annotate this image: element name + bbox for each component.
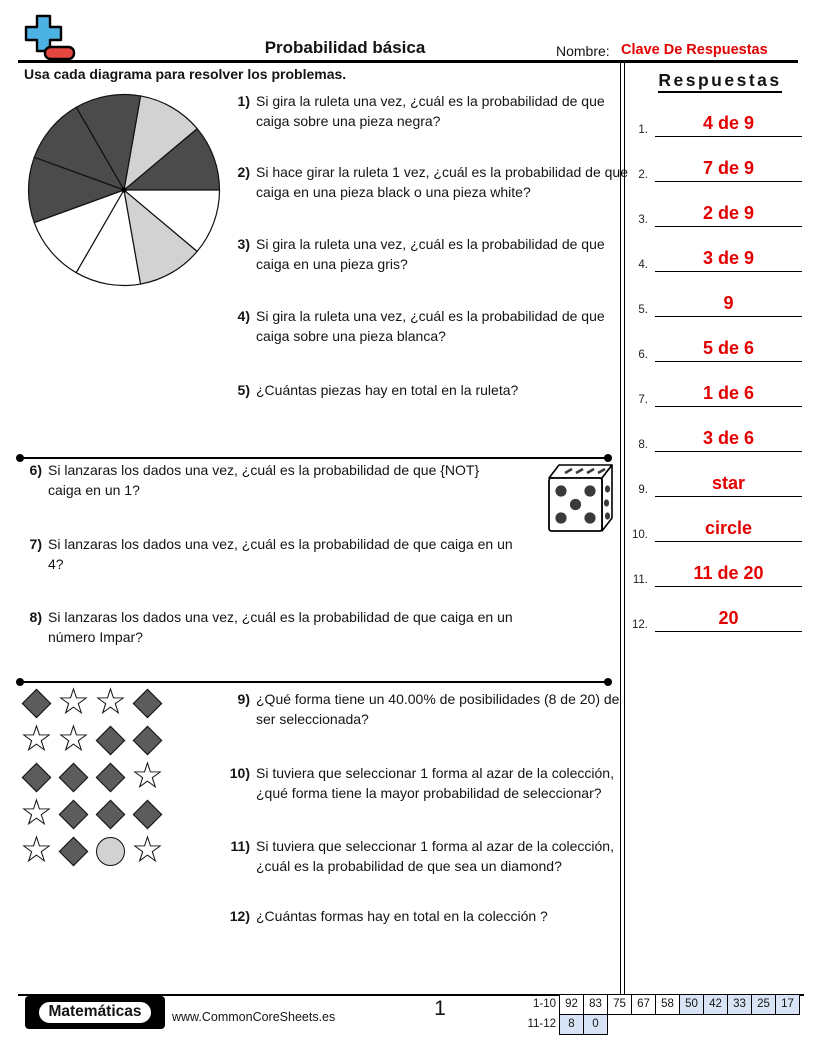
spinner-center-dot	[121, 187, 126, 192]
dice-image	[543, 461, 613, 541]
answer-line	[655, 631, 802, 632]
grading-cell: 8	[559, 1014, 584, 1035]
section-divider	[18, 457, 610, 459]
answer-value: 11 de 20	[693, 563, 764, 583]
answer-number: 4.	[638, 259, 648, 271]
answer-number: 2.	[638, 169, 648, 181]
question-number: 5)	[237, 382, 250, 398]
shape-cell	[18, 759, 55, 796]
answer-value: 9	[723, 293, 734, 313]
name-label: Nombre:	[556, 43, 610, 59]
question-number: 7)	[29, 536, 42, 552]
answer-value: 5 de 6	[702, 338, 755, 358]
shape-cell	[55, 759, 92, 796]
question-number: 1)	[237, 93, 250, 109]
instruction-text: Usa cada diagrama para resolver los problemas.	[24, 66, 347, 82]
brand-label: Matemáticas	[37, 1000, 152, 1025]
question-number: 3)	[237, 236, 250, 252]
answer-number: 1.	[638, 124, 648, 136]
answer-number: 3.	[638, 214, 648, 226]
shape-collection	[18, 685, 166, 870]
shape-cell	[55, 685, 92, 722]
shape-cell	[92, 685, 129, 722]
answer-3	[626, 197, 806, 227]
question-8	[20, 608, 513, 647]
answer-number: 11.	[632, 574, 648, 586]
answer-number: 7.	[638, 394, 648, 406]
answer-number: 10.	[632, 529, 648, 541]
answer-line	[655, 406, 802, 407]
question-5	[228, 381, 628, 401]
grading-cell: 92	[559, 994, 584, 1015]
grading-row-11-12	[500, 1014, 800, 1035]
question-text: Si gira la ruleta una vez, ¿cuál es la probabilidad de que caiga en una pieza gris?	[256, 236, 605, 272]
grading-cell: 42	[703, 994, 728, 1015]
shape-cell	[129, 685, 166, 722]
answer-number: 5.	[638, 304, 648, 316]
grading-row-label: 11-12	[527, 1018, 556, 1030]
question-12	[228, 907, 628, 927]
grading-row-1-10	[500, 994, 800, 1015]
question-4	[228, 307, 628, 346]
answer-11	[626, 557, 806, 587]
question-text: ¿Cuántas formas hay en total en la colección ?	[256, 908, 548, 924]
answer-12	[626, 602, 806, 632]
question-number: 12)	[229, 908, 250, 924]
question-9	[228, 690, 628, 729]
question-7	[20, 535, 513, 574]
question-number: 10)	[229, 765, 250, 781]
shape-cell	[92, 796, 129, 833]
answer-line	[655, 451, 802, 452]
answer-number: 12.	[632, 619, 648, 631]
answer-value: star	[711, 473, 746, 493]
grading-row-label: 1-10	[532, 998, 556, 1010]
question-3	[228, 235, 628, 274]
shape-cell	[92, 833, 129, 870]
question-text: Si tuviera que seleccionar 1 forma al azar de la colección, ¿cuál es la probabilidad de que sea un diamond?	[256, 838, 614, 874]
question-text: Si gira la ruleta una vez, ¿cuál es la probabilidad de que caiga sobre una pieza blanca?	[256, 308, 605, 344]
plus-minus-icon	[22, 13, 76, 61]
answer-line	[655, 361, 802, 362]
answer-value: 20	[718, 608, 739, 628]
answer-line	[655, 541, 802, 542]
shape-cell	[18, 722, 55, 759]
shape-cell	[92, 759, 129, 796]
answer-value: 2 de 9	[702, 203, 755, 223]
shape-cell	[18, 685, 55, 722]
page-title: Probabilidad básica	[264, 38, 426, 57]
shape-cell	[55, 796, 92, 833]
question-10	[228, 764, 628, 803]
question-11	[228, 837, 628, 876]
grading-cell: 83	[583, 994, 608, 1015]
question-2	[228, 163, 628, 202]
grading-cell: 25	[751, 994, 776, 1015]
grading-cell: 50	[679, 994, 704, 1015]
answer-number: 6.	[638, 349, 648, 361]
answer-value: 3 de 6	[702, 428, 755, 448]
grading-table	[500, 994, 800, 1035]
answer-value: 4 de 9	[702, 113, 755, 133]
grading-cell: 33	[727, 994, 752, 1015]
question-text: Si lanzaras los dados una vez, ¿cuál es la probabilidad de que {NOT} caiga en un 1?	[48, 462, 480, 498]
page-number: 1	[434, 997, 446, 1020]
answers-column-separator	[620, 63, 625, 995]
shape-cell	[129, 796, 166, 833]
question-number: 8)	[29, 609, 42, 625]
question-number: 4)	[237, 308, 250, 324]
grading-cell: 67	[631, 994, 656, 1015]
answer-10	[626, 512, 806, 542]
answer-line	[655, 181, 802, 182]
question-text: Si tuviera que seleccionar 1 forma al azar de la colección, ¿qué forma tiene la mayor probabilidad de seleccionar?	[256, 765, 614, 801]
question-text: ¿Qué forma tiene un 40.00% de posibilidades (8 de 20) de ser seleccionada?	[256, 691, 620, 727]
answer-value: 3 de 9	[702, 248, 755, 268]
header-rule	[18, 60, 798, 63]
answer-value: 1 de 6	[702, 383, 755, 403]
answer-line	[655, 496, 802, 497]
answer-line	[655, 271, 802, 272]
answers-title	[640, 70, 800, 91]
question-text: Si gira la ruleta una vez, ¿cuál es la probabilidad de que caiga sobre una pieza negra?	[256, 93, 605, 129]
answer-key-label: Clave De Respuestas	[621, 42, 768, 58]
answer-value: 7 de 9	[702, 158, 755, 178]
spinner-chart	[26, 92, 222, 288]
shape-cell	[129, 722, 166, 759]
answer-number: 8.	[638, 439, 648, 451]
shape-cell	[92, 722, 129, 759]
grading-cell: 17	[775, 994, 800, 1015]
site-url: www.CommonCoreSheets.es	[172, 1010, 336, 1024]
answer-9	[626, 467, 806, 497]
question-text: Si lanzaras los dados una vez, ¿cuál es la probabilidad de que caiga en un número Impar?	[48, 609, 513, 645]
commoncoresheets-logo	[22, 13, 76, 66]
answer-5	[626, 287, 806, 317]
brand-badge	[25, 996, 165, 1029]
answer-line	[655, 316, 802, 317]
answer-number: 9.	[638, 484, 648, 496]
question-number: 2)	[237, 164, 250, 180]
shape-cell	[55, 722, 92, 759]
answer-line	[655, 226, 802, 227]
shape-cell	[55, 833, 92, 870]
shape-cell	[129, 833, 166, 870]
answer-7	[626, 377, 806, 407]
answer-line	[655, 136, 802, 137]
question-number: 6)	[29, 462, 42, 478]
shape-cell	[129, 759, 166, 796]
divider-dot	[604, 678, 612, 686]
answers-title-text: Respuestas	[658, 70, 781, 93]
answer-4	[626, 242, 806, 272]
grading-cell: 58	[655, 994, 680, 1015]
question-6	[20, 461, 513, 500]
answer-2	[626, 152, 806, 182]
answer-line	[655, 586, 802, 587]
question-text: ¿Cuántas piezas hay en total en la ruleta?	[256, 382, 519, 398]
question-1	[228, 92, 628, 131]
grading-cell: 75	[607, 994, 632, 1015]
question-number: 11)	[230, 838, 250, 854]
question-text: Si hace girar la ruleta 1 vez, ¿cuál es la probabilidad de que caiga en una pieza black o una pieza white?	[256, 164, 628, 200]
question-number: 9)	[237, 691, 250, 707]
answer-6	[626, 332, 806, 362]
question-text: Si lanzaras los dados una vez, ¿cuál es la probabilidad de que caiga en un 4?	[48, 536, 513, 572]
shape-cell	[18, 796, 55, 833]
answer-8	[626, 422, 806, 452]
answer-value: circle	[704, 518, 753, 538]
answer-1	[626, 107, 806, 137]
shape-cell	[18, 833, 55, 870]
grading-cell: 0	[583, 1014, 608, 1035]
